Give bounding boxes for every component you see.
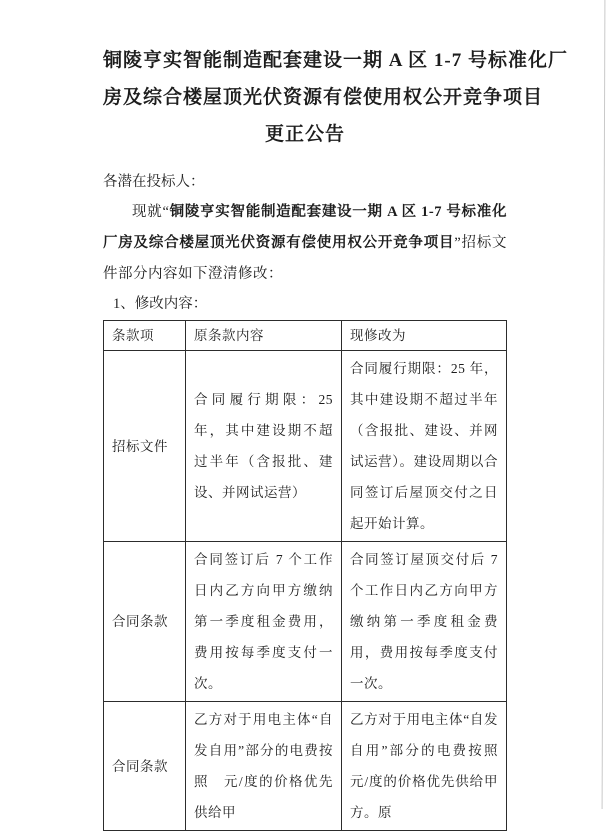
- cell-clause-item: 招标文件: [104, 351, 186, 542]
- modification-table: [103, 320, 512, 831]
- column-header-revised-content: 现修改为: [342, 321, 507, 351]
- intro-paragraph: [103, 197, 507, 290]
- title-line-2: 房及综合楼屋顶光伏资源有偿使用权公开竞争项目: [103, 87, 544, 108]
- column-header-clause-item: 条款项: [104, 321, 186, 351]
- table-row: [104, 542, 507, 702]
- table-row: [104, 702, 507, 831]
- title-line-1: 铜陵亨实智能制造配套建设一期 A 区 1-7 号标准化厂: [103, 50, 569, 71]
- document-title: [103, 42, 569, 153]
- table-header-row: [104, 321, 507, 351]
- cell-revised-content: 乙方对于用电主体“自发自用”部分的电费按照 元/度的价格优先供给甲方。原: [342, 702, 507, 831]
- project-name: 铜陵亨实智能制造配套建设一期 A 区 1-7 号标准化厂房及综合楼屋顶光伏资源有偿使用权公开竞争项目: [103, 204, 508, 251]
- cell-original-content: 合同履行期限：25 年，其中建设期不超过半年（含报批、建设、并网试运营）: [186, 351, 342, 542]
- intro-suffix: ”招标文件部分内容如下澄清修改：: [103, 235, 508, 282]
- cell-clause-item: 合同条款: [104, 542, 186, 702]
- section-label: 1、修改内容：: [113, 296, 208, 312]
- column-header-original-content: 原条款内容: [186, 321, 342, 351]
- table-row: [104, 351, 507, 542]
- salutation: 各潜在投标人：: [103, 174, 205, 190]
- cell-original-content: 乙方对于用电主体“自发自用”部分的电费按照 元/度的价格优先供给甲: [186, 702, 342, 831]
- scan-edge-line: [602, 0, 606, 809]
- intro-prefix: 现就“: [132, 204, 170, 220]
- title-line-3: 更正公告: [264, 124, 345, 145]
- cell-revised-content: 合同履行期限：25 年，其中建设期不超过半年（含报批、建设、并网试运营）。建设周期以合同签订后屋顶交付之日起开始计算。: [342, 351, 507, 542]
- cell-original-content: 合同签订后 7 个工作日内乙方向甲方缴纳第一季度租金费用，费用按每季度支付一次。: [186, 542, 342, 702]
- cell-clause-item: 合同条款: [104, 702, 186, 831]
- cell-revised-content: 合同签订屋顶交付后 7 个工作日内乙方向甲方缴纳第一季度租金费用，费用按每季度支付一次。: [342, 542, 507, 702]
